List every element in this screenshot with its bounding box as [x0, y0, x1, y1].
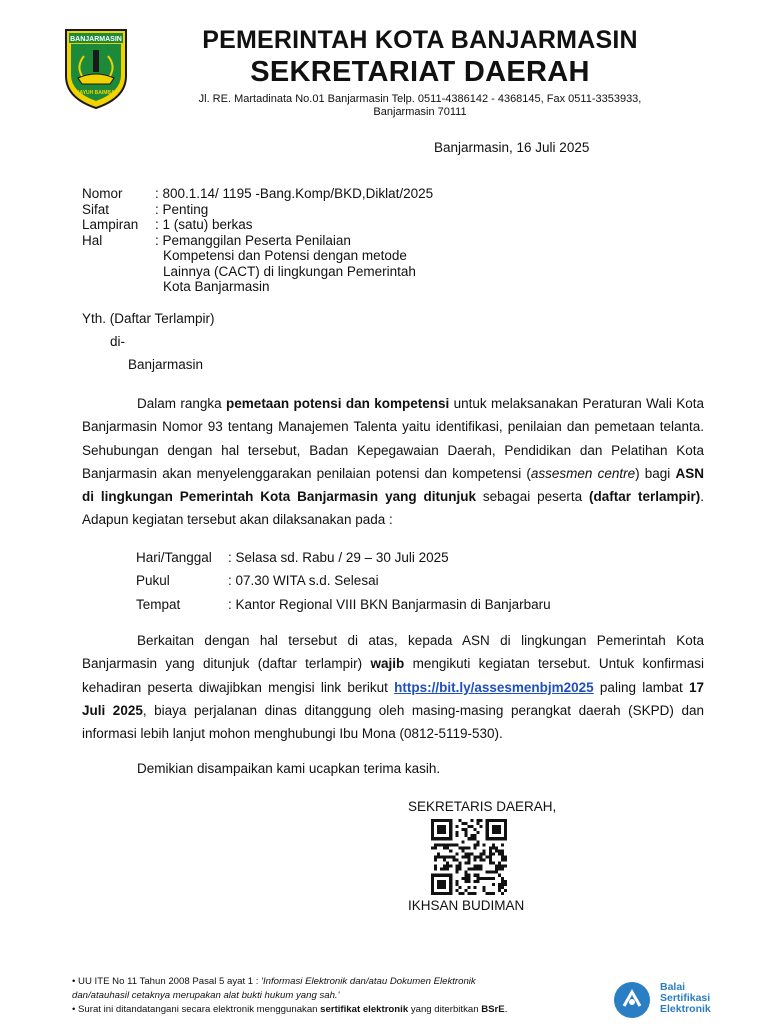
pukul-label: Pukul	[136, 573, 170, 589]
lampiran-value: : 1 (satu) berkas	[155, 217, 253, 232]
tempat-value: : Kantor Regional VIII BKN Banjarmasin di Banjarbaru	[228, 596, 551, 612]
hal-value-1: : Pemanggilan Peserta Penilaian	[155, 232, 351, 248]
signature-position: SEKRETARIS DAERAH,	[408, 799, 557, 814]
paragraph-intro: Dalam rangka pemetaan potensi dan kompetensi untuk melaksanakan Peraturan Wali Kota Banjarmasin Nomor 93 tentang Manajemen Talenta yaitu identifikasi, penilaian dan pemetaan telanta. Sehubungan dengan hal tersebut, Badan Kepegawaian Daerah, Pendidikan dan Pelatihan Kota Banjarmasin akan menyelenggarakan penilaian potensi dan kompetensi (assesmen centre) bagi ASN di lingkungan Pemerintah Kota Banjarmasin yang ditunjuk sebagai peserta (daftar terlampir). Adapun kegiatan tersebut akan dilaksanakan pada :	[82, 396, 704, 528]
recipient-di: di-	[110, 334, 126, 349]
banjarmasin-logo	[62, 26, 130, 110]
nomor-value: : 800.1.14/ 1195 -Bang.Komp/BKD,Diklat/2025	[155, 186, 434, 201]
sifat-value: : Penting	[155, 201, 209, 217]
registration-link[interactable]: https://bit.ly/assesmenbjm2025	[394, 679, 594, 695]
logo-top-text: BANJARMASIN	[70, 36, 122, 43]
bsre-emblem-icon	[612, 980, 652, 1020]
bsre-line-3: Elektronik	[660, 1003, 711, 1015]
paragraph-instructions: Berkaitan dengan hal tersebut di atas, kepada ASN di lingkungan Pemerintah Kota Banjarmasin yang ditunjuk (daftar terlampir) wajib mengikuti kegiatan tersebut. Untuk konfirmasi kehadiran peserta diwajibkan mengisi link berikut https://bit.ly/assesmenbjm2025 paling lambat 17 Juli 2025, biaya perjalanan dinas ditanggung oleh masing-masing perangkat daerah (SKPD) dan informasi lebih lanjut mohon menghubungi Ibu Mona (0812-5119-530).	[82, 633, 704, 742]
pukul-value: : 07.30 WITA s.d. Selesai	[228, 573, 379, 589]
sifat-label: Sifat	[82, 201, 110, 217]
tempat-label: Tempat	[136, 596, 181, 612]
hal-label: Hal	[82, 232, 103, 248]
nomor-label: Nomor	[82, 186, 123, 201]
secretariat-title: SEKRETARIAT DAERAH	[250, 56, 590, 88]
government-title: PEMERINTAH KOTA BANJARMASIN	[202, 26, 638, 54]
logo-bottom-text: KAYUH BAIMBAI	[75, 90, 117, 96]
address-line-1: Jl. RE. Martadinata No.01 Banjarmasin Telp. 0511-4386142 - 4368145, Fax 0511-3353933,	[198, 93, 642, 105]
hal-value-2: Kompetensi dan Potensi dengan metode	[163, 248, 407, 263]
schedule	[136, 546, 551, 616]
bsre-line-1: Balai	[660, 981, 686, 993]
signatory-name: IKHSAN BUDIMAN	[408, 898, 525, 913]
bsre-logo	[612, 980, 752, 1020]
recipient-line: Yth. (Daftar Terlampir)	[82, 311, 215, 326]
hal-value-4: Kota Banjarmasin	[163, 279, 270, 294]
recipient-city: Banjarmasin	[128, 357, 204, 372]
letter-meta	[82, 186, 473, 295]
address-line-2: Banjarmasin 70111	[373, 106, 467, 118]
lampiran-label: Lampiran	[82, 217, 139, 232]
address	[150, 93, 690, 119]
legal-footer: • UU ITE No 11 Tahun 2008 Pasal 5 ayat 1 : 'Informasi Elektronik dan/atau Dokumen Elektronik dan/atauhasil cetaknya merupakan alat bukti hukum yang sah.' • Surat ini ditandatangani secara elektronik menggunakan sertifikat elektronik yang diterbitkan BSrE.	[72, 976, 508, 1015]
hal-value-3: Lainnya (CACT) di lingkungan Pemerintah	[163, 263, 416, 279]
hari-label: Hari/Tanggal	[136, 550, 212, 565]
closing-line: Demikian disampaikan kami ucapkan terima kasih.	[137, 761, 441, 776]
qr-code-icon	[431, 819, 507, 895]
bsre-line-2: Sertifikasi	[660, 992, 711, 1004]
hari-value: : Selasa sd. Rabu / 29 – 30 Juli 2025	[228, 550, 449, 565]
letter-date: Banjarmasin, 16 Juli 2025	[434, 140, 590, 155]
